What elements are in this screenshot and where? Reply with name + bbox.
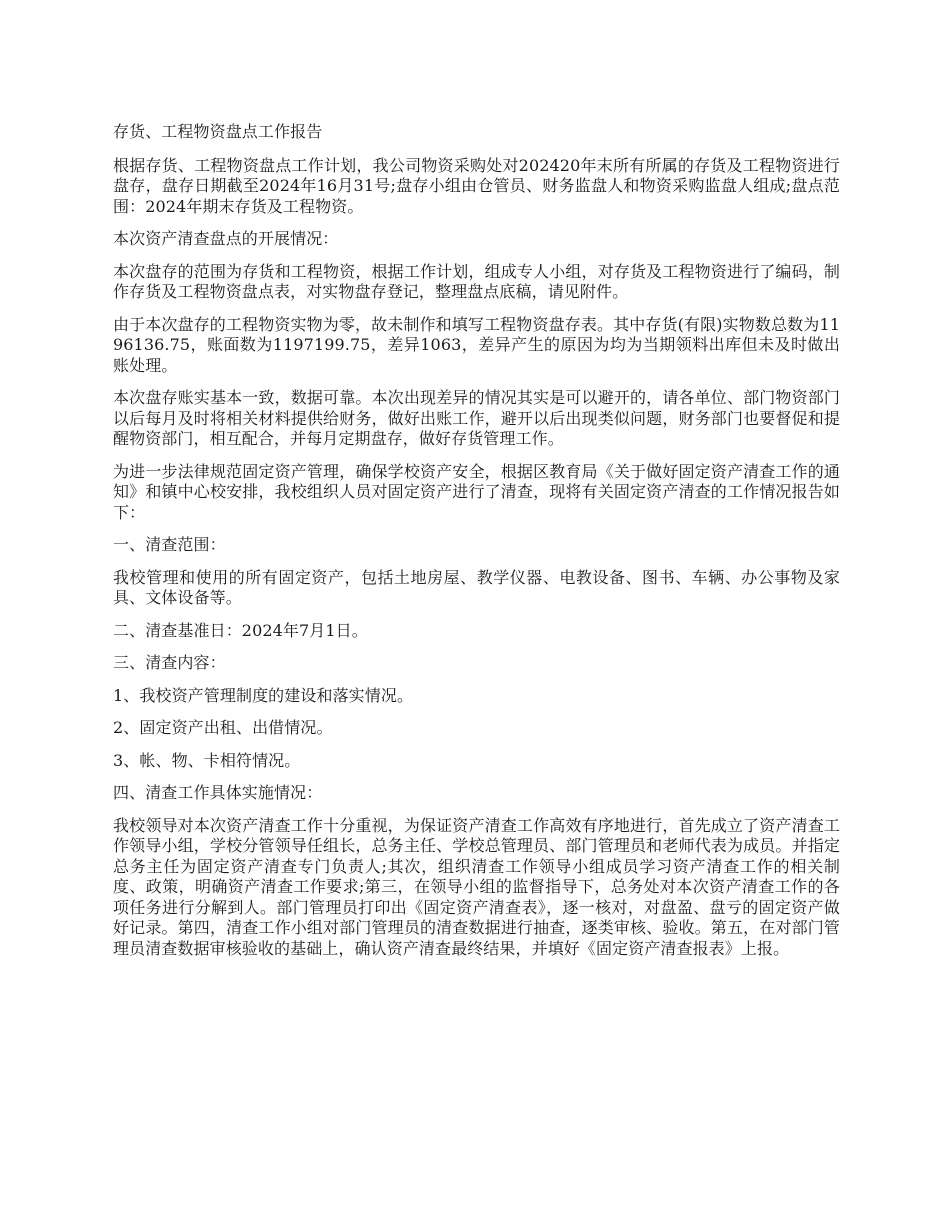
document-title: 存货、工程物资盘点工作报告 [113,122,323,141]
section-heading-3: 三、清查内容： [113,653,226,672]
document-page [113,122,840,971]
section-heading-2: 二、清查基准日：2024年7月1日。 [113,620,368,640]
paragraph-conclusion: 本次盘存账实基本一致，数据可靠。本次出现差异的情况其实是可以避开的，请各单位、部门物资部门以后每月及时将相关材料提供给财务，做好出账工作，避开以后出现类似问题，财务部门也要督促和提醒物资部门，相互配合，并每月定期盘存，做好存货管理工作。 [113,388,840,448]
paragraph-plan: 根据存货、工程物资盘点工作计划，我公司物资采购处对202420年末所有所属的存货及工程物资进行盘存，盘存日期截至2024年16月31号;盘存小组由仓管员、财务监盘人和物资采购监盘人组成;盘点范围：2024年期末存货及工程物资。 [113,155,840,216]
list-item-1: 1、我校资产管理制度的建设和落实情况。 [113,685,414,705]
section-heading-1: 一、清查范围： [113,535,226,554]
paragraph-implementation: 我校领导对本次资产清查工作十分重视，为保证资产清查工作高效有序地进行，首先成立了资产清查工作领导小组，学校分管领导任组长，总务主任、学校总管理员、部门管理员和老师代表为成员。并指定总务主任为固定资产清查专门负责人;其次，组织清查工作领导小组成员学习资产清查工作的相关制度、政策，明确资产清查工作要求;第三，在领导小组的监督指导下，总务处对本次资产清查工作的各项任务进行分解到人。部门管理员打印出《固定资产清查表》，逐一核对，对盘盈、盘亏的固定资产做好记录。第四，清查工作小组对部门管理员的清查数据进行抽查，逐类审核、验收。第五，在对部门管理员清查数据审核验收的基础上，确认资产清查最终结果，并填好《固定资产清查报表》上报。 [113,815,840,958]
paragraph-scope: 本次盘存的范围为存货和工程物资，根据工作计划，组成专人小组，对存货及工程物资进行了编码，制作存货及工程物资盘点表，对实物盘存登记，整理盘点底稿，请见附件。 [113,261,840,301]
paragraph-fixed-assets-intro: 为进一步法律规范固定资产管理，确保学校资产安全，根据区教育局《关于做好固定资产清查工作的通知》和镇中心校安排，我校组织人员对固定资产进行了清查，现将有关固定资产清查的工作情况报告如下： [113,461,840,522]
paragraph-difference: 由于本次盘存的工程物资实物为零，故未制作和填写工程物资盘存表。其中存货(有限)实物数总数为1196136.75，账面数为1197199.75，差异1063，差异产生的原因为均为当期领料出库但未及时做出账处理。 [113,314,840,375]
paragraph-heading-progress: 本次资产清查盘点的开展情况： [113,229,339,248]
list-item-3: 3、帐、物、卡相符情况。 [113,750,301,770]
list-item-2: 2、固定资产出租、出借情况。 [113,718,333,737]
paragraph-range: 我校管理和使用的所有固定资产，包括土地房屋、教学仪器、电教设备、图书、车辆、办公事物及家具、文体设备等。 [113,567,840,607]
section-heading-4: 四、清查工作具体实施情况： [113,783,323,802]
